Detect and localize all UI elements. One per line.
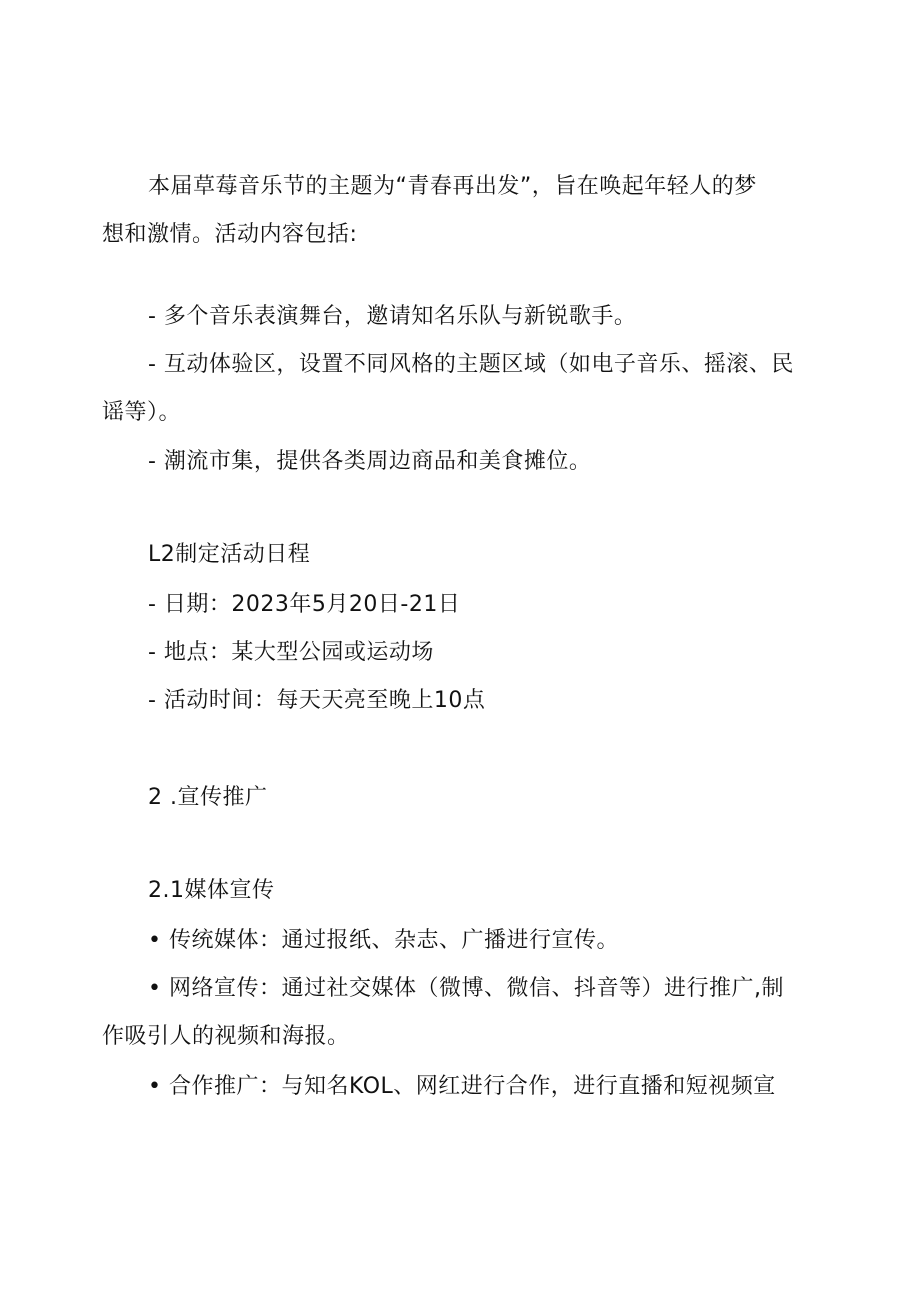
media-item-online: • 网络宣传：通过社交媒体（微博、微信、抖音等）进行推广,制 xyxy=(148,976,784,1001)
media-heading: 2.1媒体宣传 xyxy=(148,878,275,903)
schedule-item-location: - 地点：某大型公园或运动场 xyxy=(148,640,434,665)
media-item-online-cont: 作吸引人的视频和海报。 xyxy=(102,1024,350,1049)
activity-item-stages: - 多个音乐表演舞台，邀请知名乐队与新锐歌手。 xyxy=(148,304,637,329)
media-item-cooperation: • 合作推广：与知名KOL、网红进行合作，进行直播和短视频宣 xyxy=(148,1074,776,1099)
intro-line-1: 本届草莓音乐节的主题为“青春再出发”，旨在唤起年轻人的梦 xyxy=(148,174,757,199)
activity-item-interactive: - 互动体验区，设置不同风格的主题区域（如电子音乐、摇滚、民 xyxy=(148,352,794,377)
schedule-heading: L2制定活动日程 xyxy=(148,542,311,567)
promotion-heading: 2 .宣传推广 xyxy=(148,785,268,810)
media-item-traditional: • 传统媒体：通过报纸、杂志、广播进行宣传。 xyxy=(148,928,619,953)
activity-item-market: - 潮流市集，提供各类周边商品和美食摊位。 xyxy=(148,449,592,474)
intro-line-2: 想和激情。活动内容包括: xyxy=(102,222,358,247)
schedule-item-date: - 日期：2023年5月20日-21日 xyxy=(148,592,461,617)
schedule-item-time: - 活动时间：每天天亮至晚上10点 xyxy=(148,688,486,713)
activity-item-interactive-cont: 谣等）。 xyxy=(102,400,182,425)
